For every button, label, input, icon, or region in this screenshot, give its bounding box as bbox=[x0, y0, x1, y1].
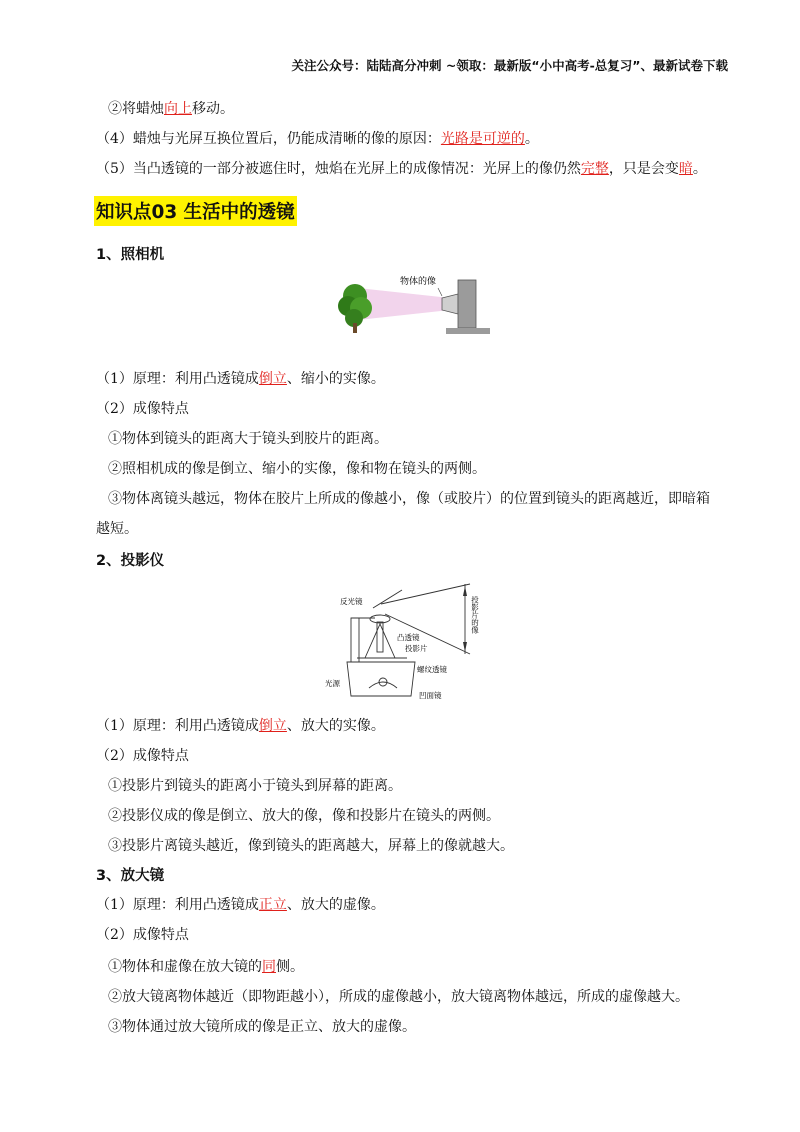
text-line bbox=[96, 158, 707, 178]
answer-text: 倒立 bbox=[258, 371, 287, 387]
text-line bbox=[96, 894, 385, 914]
text-line: ③投影片离镜头越近，像到镜头的距离越大，屏幕上的像就越大。 bbox=[108, 838, 514, 854]
text-line: （2）成像特点 bbox=[96, 748, 189, 764]
text-line bbox=[96, 368, 385, 388]
text-line: 越短。 bbox=[96, 521, 138, 537]
text-line bbox=[96, 128, 539, 148]
text: （1）原理：利用凸透镜成 bbox=[96, 718, 259, 734]
text: （1）原理：利用凸透镜成 bbox=[96, 897, 259, 913]
figure-label: 投影片的像 bbox=[470, 596, 480, 634]
figure-label: 反光镜 bbox=[340, 597, 363, 606]
text: 。 bbox=[692, 161, 707, 177]
section-title: 知识点03 生活中的透镜 bbox=[94, 196, 297, 226]
text: （4）蜡烛与光屏互换位置后，仍能成清晰的像的原因： bbox=[96, 131, 441, 147]
camera-figure bbox=[330, 268, 490, 340]
text-line: ②投影仪成的像是倒立、放大的像，像和投影片在镜头的两侧。 bbox=[108, 808, 500, 824]
text-line: （2）成像特点 bbox=[96, 401, 189, 417]
text-line: （2）成像特点 bbox=[96, 927, 189, 943]
text: 、缩小的实像。 bbox=[286, 371, 385, 387]
answer-text: 倒立 bbox=[258, 718, 287, 734]
figure-label: 凸透镜 bbox=[397, 633, 420, 642]
mirror-icon bbox=[373, 590, 402, 608]
figure-label: 螺纹透镜 bbox=[417, 665, 447, 674]
text-line: ③物体离镜头越远，物体在胶片上所成的像越小，像（或胶片）的位置到镜头的距离越近，即暗箱 bbox=[108, 491, 710, 507]
page-header: 关注公众号：陆陆高分冲刺 ~领取：最新版“小中高考-总复习”、最新试卷下载 bbox=[291, 58, 728, 73]
text: 侧。 bbox=[276, 959, 304, 975]
answer-text: 同 bbox=[262, 959, 276, 975]
figure-label: 物体的像 bbox=[400, 277, 437, 287]
text-line: ②照相机成的像是倒立、缩小的实像，像和物在镜头的两侧。 bbox=[108, 461, 486, 477]
camera-body-icon bbox=[458, 280, 476, 328]
text: （1）原理：利用凸透镜成 bbox=[96, 371, 259, 387]
text-line: ③物体通过放大镜所成的像是正立、放大的虚像。 bbox=[108, 1019, 416, 1035]
text: 、放大的虚像。 bbox=[286, 897, 385, 913]
answer-text: 完整 bbox=[580, 161, 609, 177]
text: ①物体和虚像在放大镜的 bbox=[108, 959, 262, 975]
text: 。 bbox=[524, 131, 539, 147]
text-line bbox=[96, 715, 385, 735]
figure-label: 凹面镜 bbox=[419, 691, 442, 700]
text-line: ②放大镜离物体越近（即物距越小），所成的虚像越小，放大镜离物体越远，所成的虚像越大。 bbox=[108, 989, 689, 1005]
text: ②将蜡烛 bbox=[108, 101, 164, 117]
camera-heading: 1、照相机 bbox=[96, 247, 165, 263]
figure-label: 光源 bbox=[325, 679, 340, 688]
text: 移动。 bbox=[192, 101, 234, 117]
text: 、放大的实像。 bbox=[286, 718, 385, 734]
text: ，只是会变 bbox=[608, 161, 679, 177]
answer-text: 暗 bbox=[678, 161, 693, 177]
light-cone bbox=[358, 288, 450, 320]
answer-text: 正立 bbox=[258, 897, 287, 913]
answer-text: 光路是可逆的 bbox=[440, 131, 525, 147]
text: （5）当凸透镜的一部分被遮住时，烛焰在光屏上的成像情况：光屏上的像仍然 bbox=[96, 161, 581, 177]
text-line: ①物体到镜头的距离大于镜头到胶片的距离。 bbox=[108, 431, 388, 447]
text-line: ①投影片到镜头的距离小于镜头到屏幕的距离。 bbox=[108, 778, 402, 794]
answer-text: 向上 bbox=[164, 101, 192, 117]
magnifier-heading: 3、放大镜 bbox=[96, 868, 165, 884]
figure-label: 投影片 bbox=[405, 644, 428, 653]
projector-heading: 2、投影仪 bbox=[96, 553, 165, 569]
text-line bbox=[108, 98, 234, 118]
text-line bbox=[108, 956, 304, 976]
projector-figure bbox=[325, 578, 505, 703]
lens-icon bbox=[442, 294, 458, 314]
